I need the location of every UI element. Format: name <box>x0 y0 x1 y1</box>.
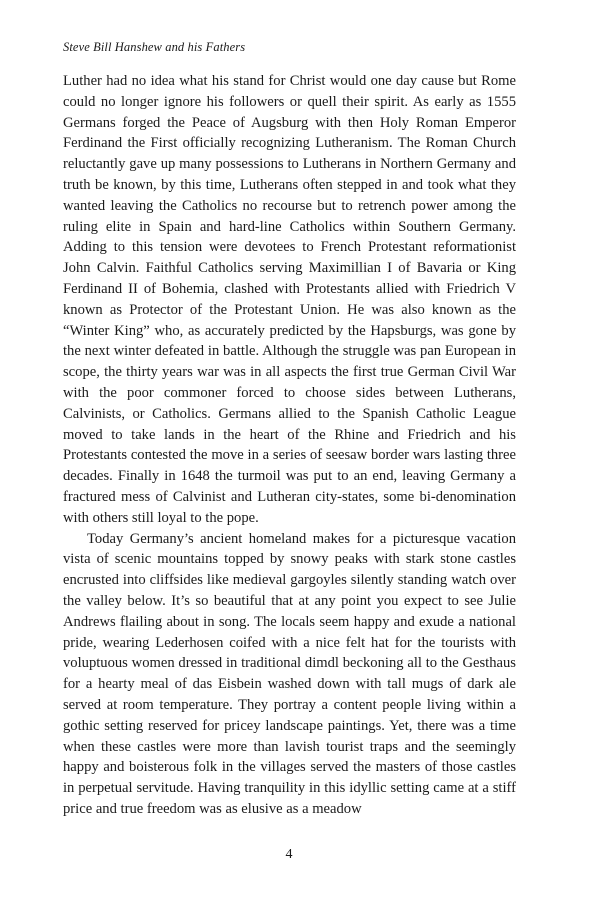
running-header-title: Steve Bill Hanshew and his Fathers <box>63 40 246 54</box>
paragraph-luther: Luther had no idea what his stand for Christ would one day cause but Rome could no longer ignore his followers or quell their spirit. As early as 1555 Germans forged the Peace of Augsburg with then Holy Roman Emperor Ferdinand the First officially recognizing Lutheranism. The Roman Church reluctantly gave up many possessions to Lutherans in Northern Germany and truth be known, by this time, Lutherans often stepped in and took what they wanted leaving the Catholics no recourse but to retrench power among the ruling elite in Spain and hard-line Catholics within Southern Germany. Adding to this tension were devotees to French Protestant reformationist John Calvin. Faithful Catholics serving Maximillian I of Bavaria or King Ferdinand II of Bohemia, clashed with Protestants allied with Friedrich V known as Protector of the Protestant Union. He was also known as the “Winter King” who, as accurately predicted by the Hapsburgs, was gone by the next winter defeated in battle. Although the struggle was pan European in scope, the thirty years war was in all aspects the first true German Civil War with the poor commoner forced to choose sides between Lutherans, Calvinists, or Catholics. Germans allied to the Spanish Catholic League moved to take lands in the heart of the Rhine and Friedrich and his Protestants contested the move in a series of seesaw border wars lasting three decades. Finally in 1648 the turmoil was put to an end, leaving Germany a fractured mess of Calvinist and Lutheran city-states, some bi-denomination with others still loyal to the pope. <box>63 73 516 526</box>
page-number: 4 <box>285 847 293 862</box>
paragraph-today-germany: Today Germany’s ancient homeland makes for a picturesque vacation vista of scenic mountains topped by snowy peaks with stark stone castles encrusted into cliffsides like medieval gargoyles silently standing watch over the valley below. It’s so beautiful that at any point you expect to see Julie Andrews flailing about in song. The locals seem happy and exude a national pride, wearing Lederhosen coifed with a nice felt hat for the tourists with voluptuous women dressed in traditional dimdl beckoning all to the Gesthaus for a hearty meal of das Eisbein washed down with tall mugs of dark ale served at room temperature. They portray a content people living within a gothic setting reserved for pricey landscape paintings. Yet, there was a time when these castles were more than lavish tourist traps and the seemingly happy and boisterous folk in the villages served the masters of those castles in perpetual servitude. Having tranquility in this idyllic setting came at a stiff price and true freedom was as elusive as a meadow <box>63 530 516 817</box>
body-text <box>63 71 516 820</box>
